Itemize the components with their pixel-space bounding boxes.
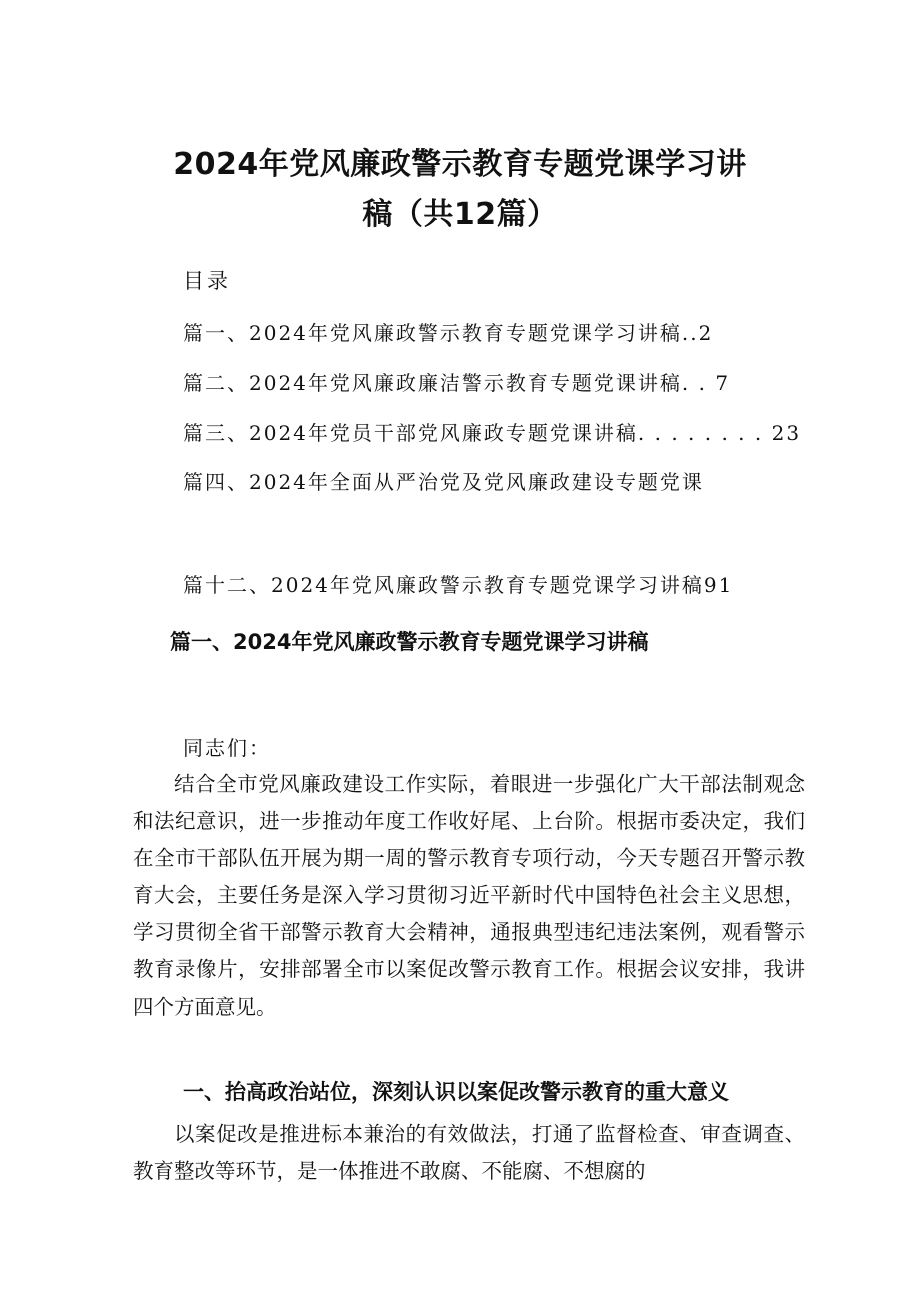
section-title: 篇一、2024年党风廉政警示教育专题党课学习讲稿 — [170, 630, 649, 654]
toc-item-3[interactable]: 篇三、2024年党员干部党风廉政专题党课讲稿. . . . . . . . 23 — [183, 421, 802, 445]
greeting: 同志们： — [183, 736, 271, 760]
toc-heading: 目录 — [183, 269, 231, 293]
toc-item-1[interactable]: 篇一、2024年党风廉政警示教育专题党课学习讲稿..2 — [183, 321, 714, 345]
toc-item-4[interactable]: 篇四、2024年全面从严治党及党风廉政建设专题党课 — [183, 470, 704, 494]
toc-item-12[interactable]: 篇十二、2024年党风廉政警示教育专题党课学习讲稿91 — [183, 573, 734, 597]
document-title-line2: 稿（共12篇） — [362, 197, 558, 232]
subheading-1: 一、抬高政治站位，深刻认识以案促改警示教育的重大意义 — [183, 1080, 729, 1104]
document-title-line1: 2024年党风廉政警示教育专题党课学习讲 — [173, 147, 747, 182]
document-title — [130, 140, 790, 240]
body-paragraph-2: 以案促改是推进标本兼治的有效做法，打通了监督检查、审查调查、教育整改等环节，是一体推进不敢腐、不能腐、不想腐的 — [133, 1122, 805, 1184]
body-paragraph-1: 结合全市党风廉政建设工作实际，着眼进一步强化广大干部法制观念和法纪意识，进一步推动年度工作收好尾、上台阶。根据市委决定，我们在全市干部队伍开展为期一周的警示教育专项行动，今天专题召开警示教育大会，主要任务是深入学习贯彻习近平新时代中国特色社会主义思想，学习贯彻全省干部警示教育大会精神，通报典型违纪违法案例，观看警示教育录像片，安排部署全市以案促改警示教育工作。根据会议安排，我讲四个方面意见。 — [133, 772, 805, 1019]
toc-item-2[interactable]: 篇二、2024年党风廉政廉洁警示教育专题党课讲稿. . 7 — [183, 371, 731, 395]
